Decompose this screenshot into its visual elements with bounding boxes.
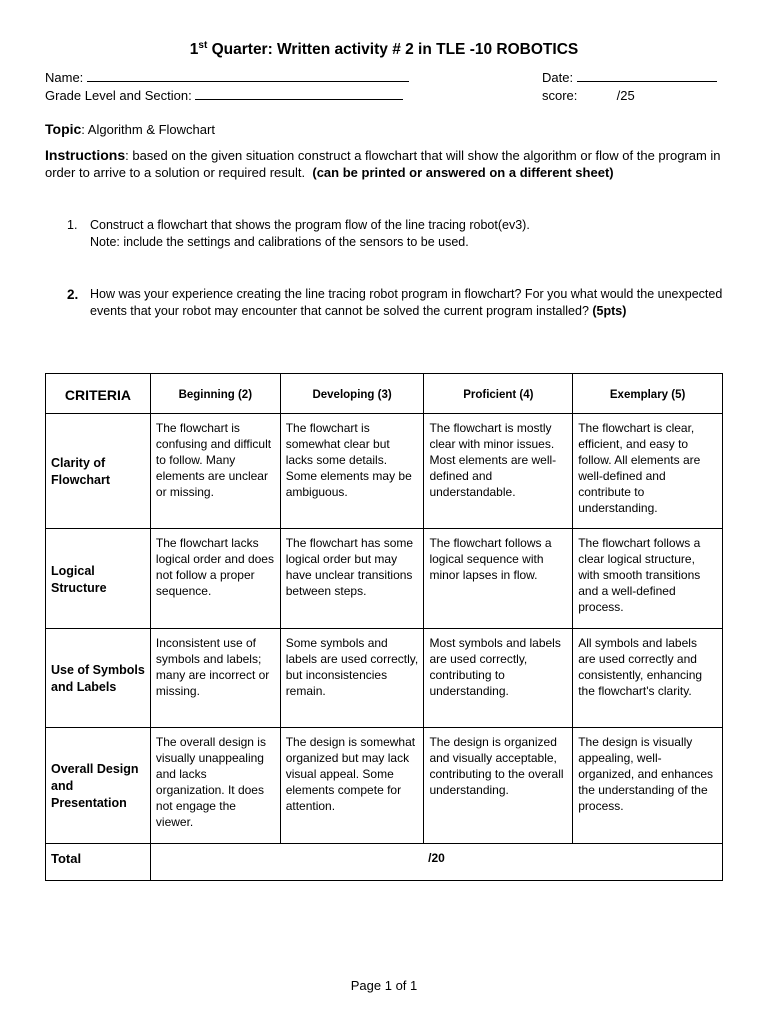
rubric-cell: The flowchart is clear, efficient, and easy to follow. All elements are well-defined and contribute to understanding. (573, 414, 723, 529)
name-blank[interactable] (87, 70, 409, 82)
rubric-row-clarity (46, 414, 723, 529)
rubric-cell: Some symbols and labels are used correctly, but inconsistencies remain. (280, 629, 424, 728)
question-2-number: 2. (67, 287, 79, 302)
question-2-points: (5pts) (592, 304, 627, 318)
rubric-total-row (46, 844, 723, 881)
document-title: 1st Quarter: Written activity # 2 in TLE -10 ROBOTICS (189, 40, 579, 59)
rubric-row-design (46, 728, 723, 844)
rubric-cell: The overall design is visually unappealing and lacks organization. It does not engage the viewer. (150, 728, 280, 844)
instructions-text: : based on the given situation construct a flowchart that will show the algorithm or flow of the program in order to arrive to a solution or required result. (45, 148, 721, 180)
rubric-header-row (46, 374, 723, 414)
rubric-header-criteria: CRITERIA (46, 374, 151, 414)
rubric-criteria-logical: Logical Structure (46, 529, 151, 629)
grade-section-blank[interactable] (195, 88, 403, 100)
rubric-criteria-clarity: Clarity of Flowchart (46, 414, 151, 529)
instructions-label: Instructions (45, 147, 126, 163)
rubric-cell: The flowchart lacks logical order and does not follow a proper sequence. (150, 529, 280, 629)
rubric-cell: The flowchart is confusing and difficult to follow. Many elements are unclear or missing. (150, 414, 280, 529)
rubric-cell: The flowchart is mostly clear with minor issues. Most elements are well-defined and understandable. (424, 414, 573, 529)
rubric-criteria-symbols: Use of Symbols and Labels (46, 629, 151, 728)
question-1-number: 1. (67, 218, 78, 232)
name-field (45, 70, 409, 85)
rubric-cell: The design is visually appealing, well-organized, and enhances the understanding of the process. (573, 728, 723, 844)
rubric-cell: The flowchart has some logical order but may have unclear transitions between steps. (280, 529, 424, 629)
question-1-text: Construct a flowchart that shows the program flow of the line tracing robot(ev3). (90, 218, 530, 232)
rubric-criteria-design: Overall Design and Presentation (46, 728, 151, 844)
rubric-cell: Most symbols and labels are used correctly, contributing to understanding. (424, 629, 573, 728)
question-2-text: How was your experience creating the line tracing robot program in flowchart? For you what would the unexpected events that your robot may encounter that cannot be solved the current program installed? (90, 287, 723, 318)
rubric-cell: The design is organized and visually acceptable, contributing to the overall understanding. (424, 728, 573, 844)
rubric-cell: The flowchart follows a clear logical structure, with smooth transitions and a well-defined process. (573, 529, 723, 629)
score-field (542, 88, 635, 103)
rubric-header-proficient: Proficient (4) (424, 374, 573, 414)
question-1-note: Note: include the settings and calibrations of the sensors to be used. (90, 235, 469, 249)
page-number: Page 1 of 1 (350, 978, 418, 993)
rubric-cell: Inconsistent use of symbols and labels; many are incorrect or missing. (150, 629, 280, 728)
rubric-table (45, 373, 723, 881)
date-field (542, 70, 717, 85)
rubric-cell: The flowchart follows a logical sequence with minor lapses in flow. (424, 529, 573, 629)
date-label: Date: (542, 70, 574, 85)
grade-section-label: Grade Level and Section: (45, 88, 192, 103)
date-blank[interactable] (577, 70, 717, 82)
score-label: score: (542, 88, 578, 103)
grade-section-field (45, 88, 403, 103)
rubric-header-beginning: Beginning (2) (150, 374, 280, 414)
rubric-cell: The flowchart is somewhat clear but lacks some details. Some elements may be ambiguous. (280, 414, 424, 529)
topic (45, 121, 215, 137)
instructions-note: (can be printed or answered on a different sheet) (312, 165, 614, 180)
instructions (45, 147, 725, 181)
rubric-cell: All symbols and labels are used correctly and consistently, enhancing the flowchart's clarity. (573, 629, 723, 728)
topic-text: : Algorithm & Flowchart (81, 122, 215, 137)
topic-label: Topic (45, 121, 82, 137)
name-label: Name: (45, 70, 84, 85)
rubric-row-symbols (46, 629, 723, 728)
rubric-total-value: /20 (150, 844, 722, 881)
rubric-header-developing: Developing (3) (280, 374, 424, 414)
rubric-row-logical (46, 529, 723, 629)
rubric-total-label: Total (46, 844, 151, 881)
score-total: /25 (616, 88, 635, 103)
rubric-header-exemplary: Exemplary (5) (573, 374, 723, 414)
rubric-cell: The design is somewhat organized but may lack visual appeal. Some elements compete for attention. (280, 728, 424, 844)
